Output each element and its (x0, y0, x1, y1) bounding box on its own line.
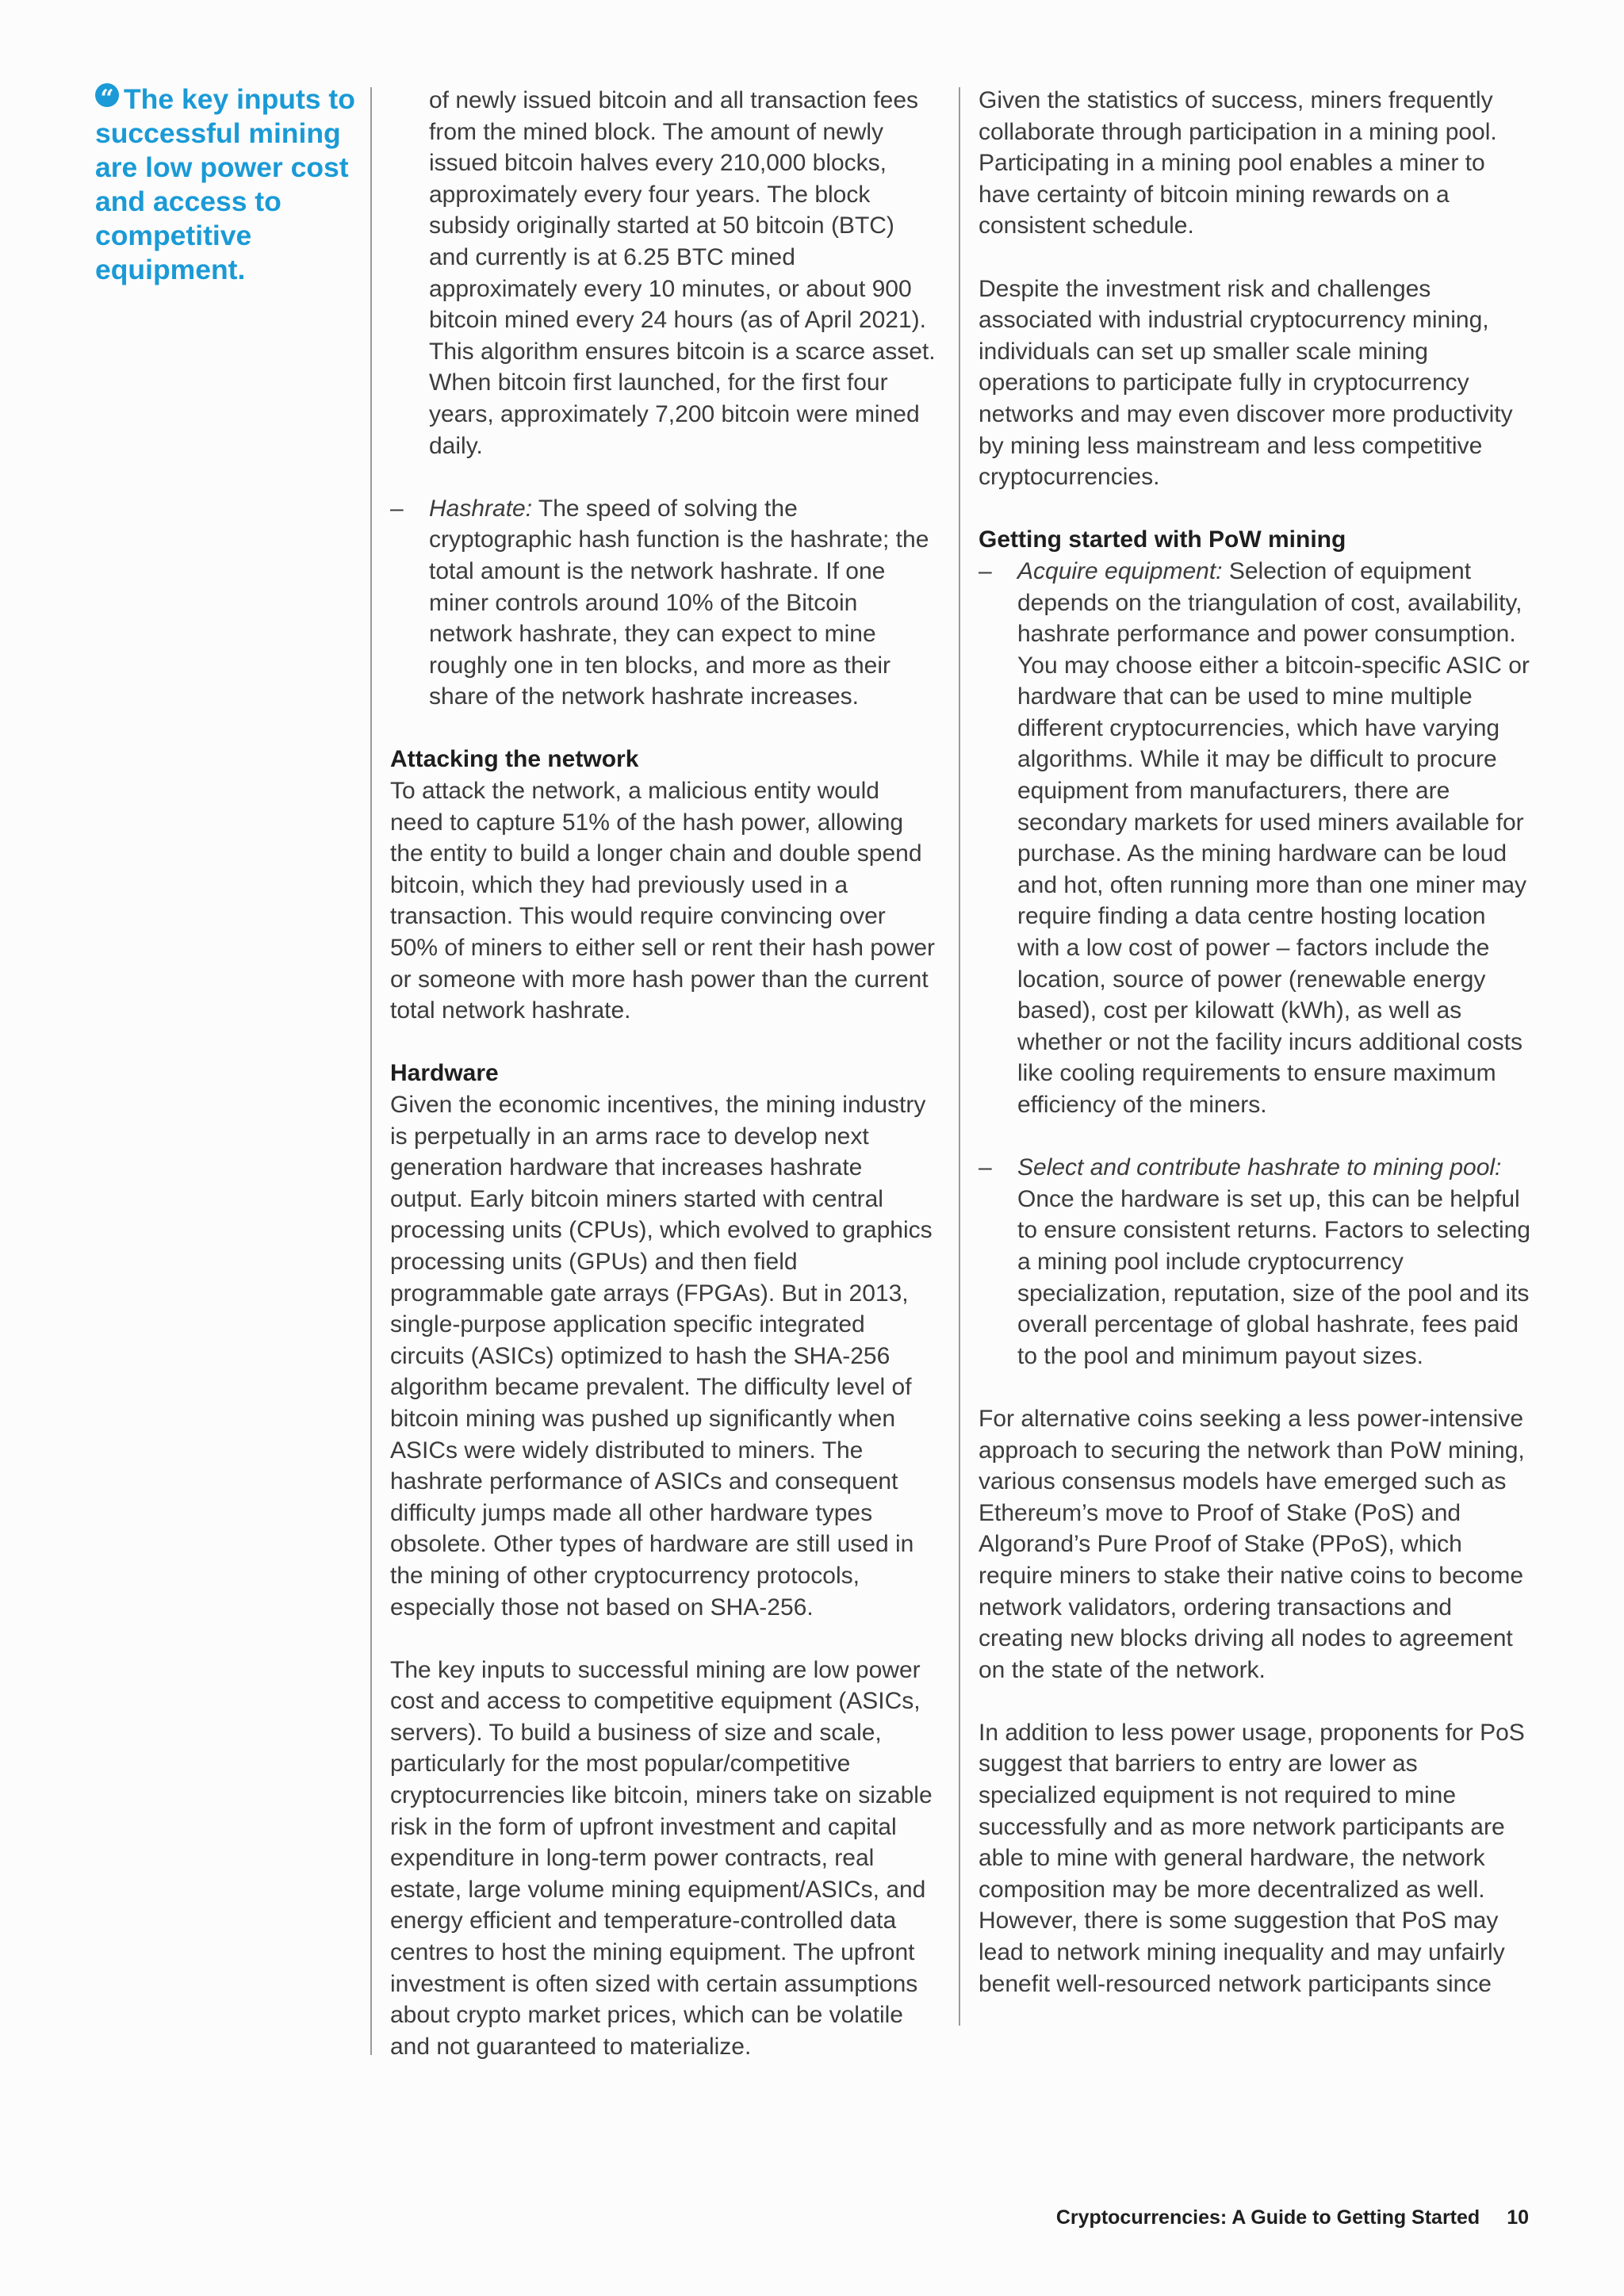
acquire-equipment-text: Selection of equipment depends on the triangulation of cost, availability, hashrate performance and power consumption. You may choose either a bitcoin-specific ASIC or hardware that can be used to mine multiple different cryptocurrencies, which have varying algorithms. While it may be difficult to procure equipment from manufacturers, there are secondary markets for used miners available for purchase. As the mining hardware can be loud and hot, often running more than one miner may require finding a data centre hosting location with a low cost of power – factors include the location, source of power (renewable energy based), cost per kilowatt (kWh), as well as whether or not the facility incurs additional costs like cooling requirements to ensure maximum efficiency of the miners. (1017, 557, 1530, 1118)
select-pool-item (979, 1152, 1530, 1372)
select-pool-text: Once the hardware is set up, this can be helpful to ensure consistent returns. Factors to selecting a mining pool include cryptocurrency specialization, reputation, size of the pool and its overall percentage of global hashrate, fees paid to the pool and minimum payout sizes. (1017, 1185, 1530, 1369)
dash-bullet: – (390, 495, 404, 522)
pull-quote-text: The key inputs to successful mining are low power cost and access to competitive equipment. (95, 83, 355, 285)
hardware-heading: Hardware (390, 1060, 499, 1087)
pos-paragraph: In addition to less power usage, proponents for PoS suggest that barriers to entry are lower as specialized equipment is not required to mine successfully and as more network participants are able to mine with general hardware, the network composition may be more decentralized as well. However, there is some suggestion that PoS may lead to network mining inequality and may unfairly benefit well-resourced network participants since (979, 1719, 1525, 1997)
alternative-coins-paragraph: For alternative coins seeking a less power-intensive approach to securing the network than PoW mining, various consensus models have emerged such as Ethereum’s move to Proof of Stake (PoS) and Algorand’s Pure Proof of Stake (PPoS), which require miners to stake their native coins to become network validators, ordering transactions and creating new blocks driving all nodes to agreement on the state of the network. (979, 1405, 1525, 1683)
dash-bullet: – (979, 1154, 992, 1181)
page-footer (1056, 2206, 1529, 2229)
column-divider-right (959, 87, 960, 2026)
column-right (979, 85, 1530, 1999)
page-number: 10 (1507, 2206, 1529, 2229)
mining-pool-paragraph: Given the statistics of success, miners frequently collaborate through participation in a mining pool. Participating in a mining pool enables a miner to have certainty of bitcoin mining rewards on a consistent schedule. (979, 87, 1497, 239)
quote-icon: “ (95, 83, 119, 107)
continued-paragraph: of newly issued bitcoin and all transaction fees from the mined block. The amount of newly issued bitcoin halves every 210,000 blocks, approximately every four years. The block subsidy originally started at 50 bitcoin (BTC) and currently is at 6.25 BTC mined approximately every 10 minutes, or about 900 bitcoin mined every 24 hours (as of April 2021). This algorithm ensures bitcoin is a scarce asset. When bitcoin first launched, for the first four years, approximately 7,200 bitcoin were mined daily. (429, 87, 936, 459)
acquire-equipment-item (979, 556, 1530, 1121)
footer-title: Cryptocurrencies: A Guide to Getting Started (1055, 2206, 1480, 2229)
continued-item (390, 85, 937, 461)
hashrate-item (390, 493, 937, 713)
pull-quote (95, 82, 365, 287)
dash-bullet: – (979, 557, 992, 584)
column-middle (390, 85, 937, 2062)
hashrate-text: The speed of solving the cryptographic hash function is the hashrate; the total amount is the network hashrate. If one miner controls around 10% of the Bitcoin network hashrate, they can expect to mine roughly one in ten blocks, and more as their share of the network hashrate increases. (429, 495, 929, 710)
attacking-paragraph: To attack the network, a malicious entity would need to capture 51% of the hash power, allowing the entity to build a longer chain and double spend bitcoin, which they had previously used in a transaction. This would require convincing over 50% of miners to either sell or rent their hash power or someone with more hash power than the current total network hashrate. (390, 778, 935, 1024)
hashrate-term: Hashrate: (429, 495, 533, 522)
attacking-heading: Attacking the network (390, 746, 639, 773)
small-scale-paragraph: Despite the investment risk and challenges associated with industrial cryptocurrency mining, individuals can set up smaller scale mining operations to participate fully in cryptocurrency networks and may even discover more productivity by mining less mainstream and less competitive cryptocurrencies. (979, 275, 1513, 491)
key-inputs-paragraph: The key inputs to successful mining are low power cost and access to competitive equipment (ASICs, servers). To build a business of size and scale, particularly for the most popular/competitive cryptocurrencies like bitcoin, miners take on sizable risk in the form of upfront investment and capital expenditure in long-term power contracts, real estate, large volume mining equipment/ASICs, and energy efficient and temperature-controlled data centres to host the mining equipment. The upfront investment is often sized with certain assumptions about crypto market prices, which can be volatile and not guaranteed to materialize. (390, 1656, 933, 2060)
getting-started-heading: Getting started with PoW mining (979, 526, 1346, 553)
select-pool-term: Select and contribute hashrate to mining pool: (1017, 1154, 1502, 1181)
acquire-equipment-term: Acquire equipment: (1017, 557, 1223, 584)
column-divider-left (370, 87, 372, 2055)
hardware-paragraph: Given the economic incentives, the mining industry is perpetually in an arms race to develop next generation hardware that increases hashrate output. Early bitcoin miners started with central processing units (CPUs), which evolved to graphics processing units (GPUs) and then field programmable gate arrays (FPGAs). But in 2013, single-purpose application specific integrated circuits (ASICs) optimized to hash the SHA-256 algorithm became prevalent. The difficulty level of bitcoin mining was pushed up significantly when ASICs were widely distributed to miners. The hashrate performance of ASICs and consequent difficulty jumps made all other hardware types obsolete. Other types of hardware are still used in the mining of other cryptocurrency protocols, especially those not based on SHA-256. (390, 1092, 933, 1621)
